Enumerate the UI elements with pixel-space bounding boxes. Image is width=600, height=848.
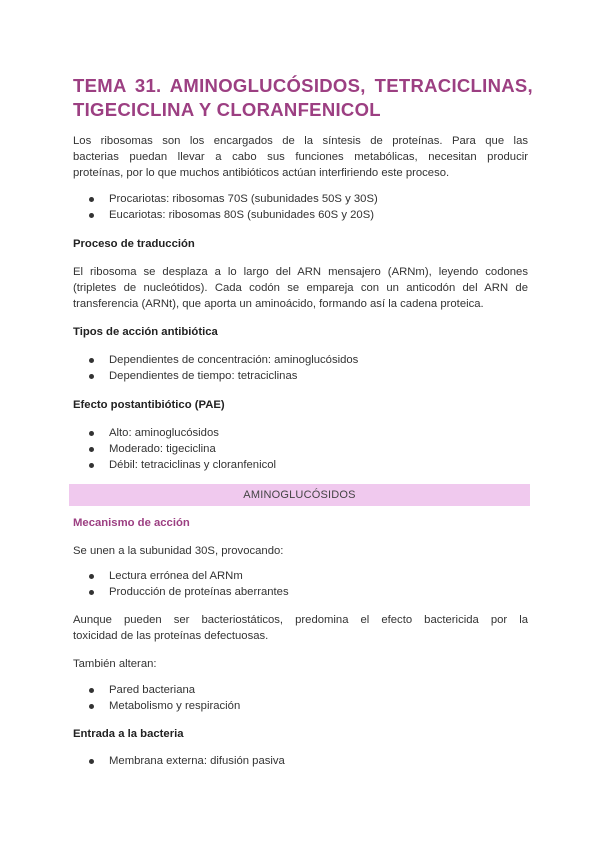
text-line: toxicidad de las proteínas defectuosas. bbox=[73, 630, 269, 642]
section-heading: Efecto postantibiótico (PAE) bbox=[73, 399, 225, 411]
bullet-icon bbox=[89, 431, 94, 436]
intro-section bbox=[73, 133, 528, 181]
bullet-icon bbox=[89, 574, 94, 579]
text-line: Se unen a la subunidad 30S, provocando: bbox=[73, 545, 284, 557]
entrada-section bbox=[73, 726, 528, 742]
mecanismo-section bbox=[73, 515, 528, 531]
bullet-icon bbox=[89, 197, 94, 202]
title-line-2: TIGECICLINA Y CLORANFENICOL bbox=[73, 99, 381, 120]
tipos-list bbox=[73, 352, 528, 384]
section-heading: Proceso de traducción bbox=[73, 238, 195, 250]
list-item: Moderado: tigeciclina bbox=[73, 441, 528, 457]
section-heading: Entrada a la bacteria bbox=[73, 728, 184, 740]
traduccion-section bbox=[73, 236, 528, 252]
intro-line: proteínas, por lo que muchos antibióticos actúan interfiriendo este proceso. bbox=[73, 167, 450, 179]
bullet-icon bbox=[89, 447, 94, 452]
tipos-section bbox=[73, 324, 528, 340]
list-item: Débil: tetraciclinas y cloranfenicol bbox=[73, 457, 528, 473]
also-intro bbox=[73, 656, 528, 672]
text-line: transferencia (ARNt), que aporta un aminoácido, formando así la cadena proteica. bbox=[73, 298, 484, 310]
bullet-icon bbox=[89, 358, 94, 363]
text-line: (tripletes de nucleótidos). Cada codón se empareja con un anticodón del ARN de bbox=[73, 282, 528, 294]
list-item: Membrana externa: difusión pasiva bbox=[73, 753, 528, 769]
traduccion-paragraph bbox=[73, 264, 528, 312]
list-item: Eucariotas: ribosomas 80S (subunidades 60S y 20S) bbox=[73, 207, 528, 223]
bullet-icon bbox=[89, 759, 94, 764]
list-item: Pared bacteriana bbox=[73, 682, 528, 698]
text-line: También alteran: bbox=[73, 658, 157, 670]
list-item: Producción de proteínas aberrantes bbox=[73, 584, 528, 600]
intro-paragraph bbox=[73, 133, 528, 181]
ribosome-list bbox=[73, 191, 528, 223]
list-item: Metabolismo y respiración bbox=[73, 698, 528, 714]
bullet-icon bbox=[89, 213, 94, 218]
bullet-icon bbox=[89, 688, 94, 693]
bullet-icon bbox=[89, 463, 94, 468]
text-line: Aunque pueden ser bacteriostáticos, predomina el efecto bactericida por la bbox=[73, 614, 528, 626]
list-item: Lectura errónea del ARNm bbox=[73, 568, 528, 584]
pae-section bbox=[73, 397, 528, 413]
title-line-1: TEMA 31. AMINOGLUCÓSIDOS, TETRACICLINAS, bbox=[73, 75, 533, 96]
intro-line: Los ribosomas son los encargados de la síntesis de proteínas. Para que las bbox=[73, 135, 528, 147]
text-line: El ribosoma se desplaza a lo largo del ARN mensajero (ARNm), leyendo codones bbox=[73, 266, 528, 278]
mecanismo-list bbox=[73, 568, 528, 600]
list-item: Dependientes de concentración: aminoglucósidos bbox=[73, 352, 528, 368]
bullet-icon bbox=[89, 374, 94, 379]
list-item: Dependientes de tiempo: tetraciclinas bbox=[73, 368, 528, 384]
bullet-icon bbox=[89, 590, 94, 595]
traduccion-body bbox=[73, 264, 528, 312]
page-title bbox=[73, 74, 533, 122]
intro-line: bacterias puedan llevar a cabo sus funciones metabólicas, necesitan producir bbox=[73, 151, 528, 163]
entrada-list bbox=[73, 753, 528, 769]
mecanismo-paragraph bbox=[73, 612, 528, 644]
list-item: Alto: aminoglucósidos bbox=[73, 425, 528, 441]
section-heading: Mecanismo de acción bbox=[73, 517, 190, 529]
mecanismo-intro bbox=[73, 543, 528, 559]
section-banner: AMINOGLUCÓSIDOS bbox=[69, 484, 530, 506]
bullet-icon bbox=[89, 704, 94, 709]
section-heading: Tipos de acción antibiótica bbox=[73, 326, 218, 338]
also-list bbox=[73, 682, 528, 714]
pae-list bbox=[73, 425, 528, 473]
list-item: Procariotas: ribosomas 70S (subunidades 50S y 30S) bbox=[73, 191, 528, 207]
